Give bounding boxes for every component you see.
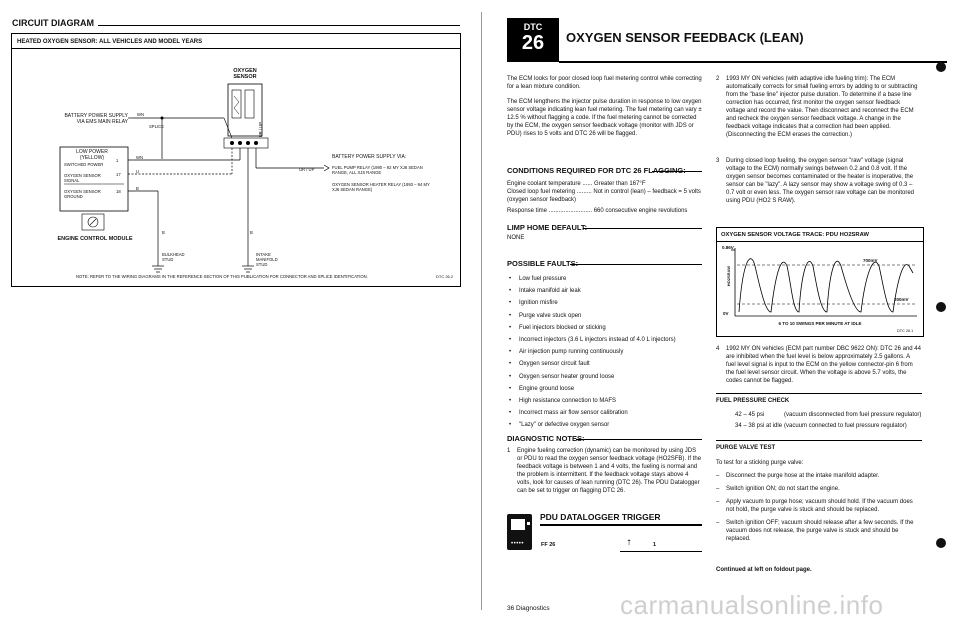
- fuel-pump-relay: FUEL PUMP RELAY (1990 – 92 MY XJ6 SEDAN RANGE, ALL XJS RANGE: [332, 165, 423, 175]
- fault-item: • Purge valve stuck open: [519, 312, 704, 320]
- purge-step-text: Disconnect the purge hose at the intake manifold adapter.: [726, 473, 880, 479]
- pin-label-power: SWITCHED POWER: [64, 162, 104, 167]
- wire-ur-up: UR / UP: [299, 167, 315, 172]
- trace-top-voltage: 0.86V: [722, 245, 734, 250]
- dtc-badge-label: DTC: [523, 22, 543, 32]
- heater-relay: OXYGEN SENSOR HEATER RELAY (1993 – 94 MY XJ6 SEDAN RANGE): [332, 182, 430, 192]
- purge-step-dash: –: [716, 520, 720, 526]
- wire-b-left: B: [162, 230, 165, 235]
- trace-200mv: 200mV: [894, 297, 909, 302]
- purge-intro: To test for a sticking purge valve:: [716, 460, 804, 466]
- purge-step: [716, 485, 922, 493]
- wire-wn-top: WN: [137, 112, 144, 117]
- wire-u-ecm: U: [136, 169, 140, 174]
- wire-ur-up-vertical: UR / UP: [258, 122, 263, 138]
- limp-home-heading: LIMP HOME DEFAULT:: [507, 223, 588, 232]
- faults-rule: [570, 264, 702, 265]
- purge-step: [716, 472, 922, 480]
- diagnostic-notes-heading: DIAGNOSTIC NOTES:: [507, 434, 585, 443]
- fault-item: • High resistance connection to MAFS: [519, 397, 704, 405]
- purge-rule: [716, 440, 922, 441]
- condition-response: Response time .......................... 660 consecutive engine revolutions: [507, 208, 688, 214]
- ecm-label: ENGINE CONTROL MODULE: [57, 236, 133, 242]
- conditions-heading: CONDITIONS REQUIRED FOR DTC 26 FLAGGING:: [507, 166, 686, 175]
- trace-zero-voltage: 0V: [723, 311, 729, 316]
- fuel-pressure-2-desc: (vacuum connected to fuel pressure regulator): [784, 423, 907, 429]
- fault-item: • Oxygen sensor circuit fault: [519, 360, 704, 368]
- fault-item: • Air injection pump running continuously: [519, 348, 704, 356]
- conditions-rule: [652, 171, 702, 172]
- pdu-rule: [540, 524, 702, 526]
- diagram-title: HEATED OXYGEN SENSOR: ALL VEHICLES AND MODEL YEARS: [17, 39, 203, 45]
- diagnostic-rule: [576, 439, 702, 440]
- wire-wn-ecm: WN: [136, 155, 143, 160]
- heading-rule: [98, 25, 460, 26]
- margin-dot-middle: [936, 302, 946, 312]
- pin-label-ground: OXYGEN SENSOR GROUND: [64, 189, 101, 199]
- fault-item: • Incorrect injectors (3.6 L injectors instead of 4.0 L injectors): [519, 336, 704, 344]
- purge-step-text: Switch ignition OFF; vacuum should release after a few seconds. If the vacuum does not release, the purge valve is stuck and should be replaced.: [726, 520, 914, 542]
- wire-b-right: B: [250, 230, 253, 235]
- intro-paragraph-2: The ECM lengthens the injector pulse duration in response to low oxygen sensor voltage indicating lean fuel metering. The fuel metering can vary ± 12.5 % without flagging a code. If the fuel metering cannot be corrected by the ECM, the oxygen sensor feedback voltage (monitor with JDS or PDU) rises to 5 volts and DTC 26 will be flagged.: [507, 99, 702, 137]
- pdu-underline: [620, 551, 702, 552]
- trace-caption: 6 TO 10 SWINGS PER MINUTE AT IDLE: [778, 321, 862, 326]
- fuel-check-rule: [716, 393, 922, 394]
- margin-dot-top: [936, 62, 946, 72]
- trace-axis-label: HO2SRAW: [726, 266, 731, 287]
- purge-step: [716, 519, 922, 543]
- pdu-ff-code: FF 26: [541, 542, 556, 548]
- note-4-number: 4: [716, 346, 720, 352]
- pin-label-signal: OXYGEN SENSOR SIGNAL: [64, 173, 101, 183]
- page-footer: 36 Diagnostics: [507, 605, 550, 612]
- battery-supply-left: BATTERY POWER SUPPLY VIA EMS MAIN RELAY: [64, 113, 128, 125]
- limp-home-value: NONE: [507, 235, 525, 241]
- conditions-block: [507, 180, 702, 215]
- fault-item: • Fuel injectors blocked or sticking: [519, 324, 704, 332]
- note-4: 1992 MY ON vehicles (ECM part number DBC 9622 ON): DTC 26 and 44 are inhibited when the fuel level is below approximately 2.5 gallons. A fuel level signal is input to the ECM on the yellow connector-pin 6 from the fuel level sensor circuit. When the voltage is above 5.7 volts, the codes cannot be flagged.: [726, 346, 921, 384]
- diag-note-1-number: 1: [507, 448, 511, 454]
- limp-rule: [583, 228, 702, 229]
- circuit-diagram-heading: CIRCUIT DIAGRAM: [12, 18, 94, 28]
- dtc-badge: [507, 18, 559, 62]
- watermark: carmanualsonline.info: [620, 590, 884, 620]
- fuel-pressure-2-value: 34 – 38 psi at idle: [735, 423, 783, 429]
- note-3: During closed loop fueling, the oxygen sensor "raw" voltage (signal voltage to the ECM) normally swings between 0.2 and 0.8 volt. If the oxygen sensor becomes contaminated or the heater is inoperative, the sensor can be "lazy". A lazy sensor may show a voltage swing of 0.3 – 0.7 volt or even less. The oxygen sensor raw voltage can be monitored using PDU (HO2 S RAW).: [726, 158, 914, 204]
- fuel-pressure-heading: FUEL PRESSURE CHECK: [716, 398, 790, 404]
- bulkhead-stud: BULKHEAD STUD: [162, 252, 185, 262]
- trace-title: OXYGEN SENSOR VOLTAGE TRACE: PDU HO2SRAW: [721, 232, 869, 238]
- pin-number-18: 18: [116, 189, 121, 194]
- purge-step-text: Apply vacuum to purge hose; vacuum should hold. If the vacuum does not hold, the purge valve is stuck and should be replaced.: [726, 499, 913, 513]
- purge-step-dash: –: [716, 486, 720, 492]
- condition-closed-loop: Closed loop fuel metering ......... Not in control (lean) – feedback = 5 volts (oxygen sensor feedback): [507, 189, 701, 203]
- title-rule: [559, 61, 947, 63]
- possible-faults-heading: POSSIBLE FAULTS:: [507, 259, 579, 268]
- faults-list: [519, 275, 704, 433]
- fault-item: • Engine ground loose: [519, 385, 704, 393]
- dtc-badge-number: 26: [521, 32, 545, 54]
- diagram-frame: [11, 33, 461, 287]
- fuel-pressure-1-desc: (vacuum disconnected from fuel pressure regulator): [784, 412, 922, 418]
- continued-note: Continued at left on foldout page.: [716, 567, 812, 573]
- pdu-trigger-title: PDU DATALOGGER TRIGGER: [540, 512, 661, 522]
- battery-supply-right: BATTERY POWER SUPPLY VIA:: [332, 154, 407, 160]
- condition-coolant: Engine coolant temperature ...... Greater than 167°F: [507, 181, 646, 187]
- margin-dot-bottom: [936, 538, 946, 548]
- page-fold-line: [481, 12, 482, 610]
- purge-step: [716, 498, 922, 514]
- splice-label: SPLICE: [149, 124, 164, 129]
- fault-item: • Oxygen sensor heater ground loose: [519, 373, 704, 381]
- note-2: 1993 MY ON vehicles (with adaptive idle fueling trim): The ECM automatically corrects for small fueling errors by adding to or subtracting from the "base line" injector pulse duration. To determine if a base line correction has occurred, first monitor the oxygen sensor feedback voltage and record the value. Then disconnect and reconnect the ECM and recheck the oxygen sensor feedback voltage. A change in the feedback voltage indicates that a correction had been applied. (Disconnecting the ECM erases the correction.): [726, 76, 918, 138]
- purge-step-dash: –: [716, 499, 720, 505]
- trigger-arrow-icon: ⭡: [627, 538, 631, 547]
- trace-700mv: 700mV: [863, 258, 878, 263]
- fault-item: • Ignition misfire: [519, 299, 704, 307]
- purge-valve-heading: PURGE VALVE TEST: [716, 445, 776, 451]
- intro-paragraph-1: The ECM looks for poor closed loop fuel metering control while correcting for a lean mixture condition.: [507, 76, 702, 90]
- pdu-one: 1: [653, 542, 657, 548]
- note-2-number: 2: [716, 76, 720, 82]
- pin-number-17: 17: [116, 172, 121, 177]
- column-left: [507, 75, 702, 148]
- voltage-trace-plot: [717, 228, 923, 336]
- fault-item: • Incorrect mass air flow sensor calibration: [519, 409, 704, 417]
- intake-manifold-stud: INTAKE MANIFOLD STUD: [256, 252, 278, 267]
- fault-item: • Low fuel pressure: [519, 275, 704, 283]
- wire-b-ecm: B: [136, 186, 139, 191]
- pdu-device-icon: •••••: [507, 514, 532, 550]
- trace-figure-code: DTC 26.1: [897, 329, 914, 333]
- figure-code-left: DTC 26.2: [436, 274, 454, 279]
- fuel-pressure-1-value: 42 – 45 psi: [735, 412, 765, 418]
- note-3-number: 3: [716, 158, 720, 164]
- oxygen-sensor-label: OXYGEN SENSOR: [233, 68, 257, 80]
- wiring-note: NOTE: REFER TO THE WIRING DIAGRAMS IN THE REFERENCE SECTION OF THIS PUBLICATION FOR CONNECTOR AND SPLICE IDENTIFICATION.: [76, 274, 368, 279]
- low-power-label: LOW POWER (YELLOW): [76, 149, 108, 161]
- purge-step-text: Switch ignition ON; do not start the engine.: [726, 486, 840, 492]
- pin-number-1: 1: [116, 158, 119, 163]
- voltage-trace-figure: [716, 227, 924, 337]
- fault-item: • "Lazy" or defective oxygen sensor: [519, 421, 704, 429]
- page-title: OXYGEN SENSOR FEEDBACK (LEAN): [566, 30, 804, 45]
- purge-steps: [716, 472, 922, 548]
- purge-step-dash: –: [716, 473, 720, 479]
- fault-item: • Intake manifold air leak: [519, 287, 704, 295]
- diag-note-1: Engine fueling correction (dynamic) can be monitored by using JDS or PDU to read the oxygen sensor feedback voltage (HO2SFB). If the feedback voltage is between 1 and 4 volts, the fueling is normal and the problem is intermittent. If the feedback voltage stays above 4 volts, look for causes of lean running (DTC 26). The PDU Datalogger can be set to trigger on flagging DTC 26.: [517, 448, 702, 494]
